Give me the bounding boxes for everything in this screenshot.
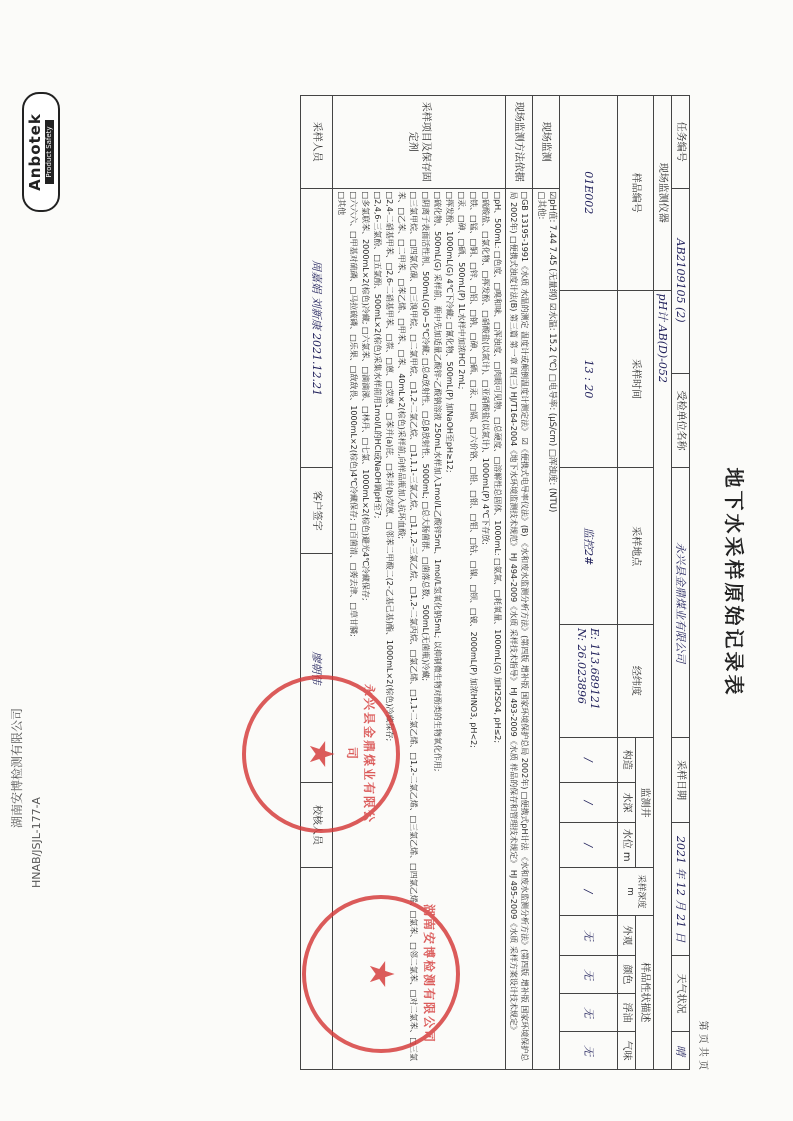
row-float: 无 xyxy=(560,993,618,1031)
client-label: 受检单位名称 xyxy=(672,373,690,468)
form-title: 地下水采样原始记录表 xyxy=(722,467,746,698)
task-no-label: 任务编号 xyxy=(672,96,690,189)
checker-label: 校核人员 xyxy=(301,782,333,867)
task-no-value: AB2109105 (2) xyxy=(672,188,690,373)
method-text: □GB 13195-1991《水质 水温的测定 温度计或颠倒温度计测定法》 ☑《便携式电导率仪法》(B) 《水和废水监测分析方法》(第四版 增补版 国家环境保护总局 2002年) □便携式pH计法 《水和废水监测分析方法》(第四版 增补版 国家环境保护总局 2002年) □便携式浊度计法(B) 第三篇 第一章 四(三) HJ/T164-2004《地下水环境监测技术规范》 HJ 494-2009《水质 采样技术指导》 HJ 493-2009《水质 样品的保存和管理技术规定》 HJ 495-2009《水质 采样方案设计技术规定》 xyxy=(506,188,533,1069)
row-sample-depth: / xyxy=(560,868,618,915)
form-code: HNAB/JSJL-177-A xyxy=(30,797,43,888)
item-line: □挥发酚、1000mL(G) 4℃下冷藏; □氰化物、500mL(P) 加NaOH至pH≥12; xyxy=(445,191,454,473)
method-row xyxy=(506,96,533,1070)
date-value: 2021 年 12 月 21 日 xyxy=(672,823,690,956)
item-line: □2,4-二硝基甲苯、□2,6-二硝基甲苯、□萘、□蒽、□荧蒽、□苯并(a)芘、□苯并(b)荧蒽、□邻苯二甲酸二(2-乙基己基)酯、1000mL×2(棕色)冷藏保存; xyxy=(385,191,394,742)
company-name: 湖南安博检测有限公司 xyxy=(10,707,24,828)
item-line: □阴离子表面活性剂、500mL(G)0~5℃冷藏; □总α放射性、□总β放射性、5000mL; □总大肠菌群、□菌落总数、500mL(无菌瓶)冷藏; xyxy=(421,191,430,682)
date-label: 采样日期 xyxy=(672,737,690,822)
client-sign-value: 廖朝伟 xyxy=(301,553,333,782)
instrument-row xyxy=(654,96,672,1070)
item-line: □pH、500mL: □色度、□嗅和味、□浑浊度、□肉眼可见物、□总硬度、□溶解性总固体、1000mL: □氨氮、□耗氧量、1000mL(G) 加H2SO4, pH≤2; xyxy=(493,191,502,744)
item-line: □六六六、□甲基对硫磷、□马拉硫磷、□乐果、□敌敌畏、1000mL×2(棕色)4℃冷藏保存; □百菌清、□莠去津、□草甘膦; xyxy=(349,191,358,637)
instrument-label: 现场监测仪器 xyxy=(654,96,672,291)
sampler-value xyxy=(301,188,333,468)
row-lng: E: 113.689121 xyxy=(588,628,602,710)
row-lat: N: 26.023896 xyxy=(575,628,589,704)
row-coords xyxy=(560,625,618,738)
col-color: 颜色 xyxy=(618,956,636,994)
item-line: □硫化物、500mL(G) 采样前、瓶中先加适量乙酸锌-乙酸钠溶液 250mL水样加入1mol/L乙酸锌5mL、1mol/L氢氧化钠5mL; 以抑制微生物对酚类的生物氧化作用; xyxy=(433,191,442,772)
field-monitoring-label: 现场监测 xyxy=(533,96,560,189)
col-water-depth: 水深 xyxy=(618,782,636,822)
company-logo xyxy=(22,96,53,212)
col-structure: 构造 xyxy=(618,737,636,782)
field-monitoring-line-2: □其他: xyxy=(536,191,546,220)
items-label: 采样项目及保存固定剂 xyxy=(333,96,506,189)
row-water-level: / xyxy=(560,823,618,868)
seal-star-icon: ★ xyxy=(361,958,401,990)
weather-label: 天气状况 xyxy=(672,956,690,1032)
item-line: □汞、□砷、□硒、500mL(P) 1L水样中加浓HCl 2mL; xyxy=(457,191,466,390)
field-monitoring-line-1: ☑pH值: 7.44 7.45 (无量纲) ☑水温: 15.2 (℃) □电导率: (μS/cm) □浑浊度: (NTU) xyxy=(547,191,557,513)
client-seal-text: 永兴县金鼎煤业有限公司 xyxy=(345,683,376,824)
method-label: 现场监测方法依据 xyxy=(506,96,533,189)
row-color: 无 xyxy=(560,956,618,994)
company-seal xyxy=(302,895,460,1053)
row-time: 13 : 20 xyxy=(560,290,618,468)
item-line: □多氯联苯、2000mL×2(棕色)冷藏; □六氯苯、□滴滴涕、□林丹、□七氯、1000mL×2(棕色)避光4℃冷藏保存; xyxy=(361,191,370,601)
instrument-value: pH计 AB(D)-052 xyxy=(654,290,672,1069)
row-water-depth: / xyxy=(560,782,618,822)
row-sample-no: 01E002 xyxy=(560,96,618,291)
sampling-form xyxy=(60,75,760,1090)
item-line: □其他 xyxy=(337,191,346,216)
col-smell: 气味 xyxy=(618,1031,636,1069)
col-traits: 样品性状描述 xyxy=(636,915,654,1069)
item-line: □铁、□锰、□铜、□锌、□铝、□钠、□砷、□硒、□汞、□镉、□六价铬、□铅、□银、□钼、□钴、□镍、□钡、□铍、2000mL(P) 加浓HNO3, pH<2; xyxy=(469,191,478,748)
col-float: 浮油 xyxy=(618,993,636,1031)
sampler-names: 周嘉娟 刘新康 xyxy=(310,260,323,330)
weather-value: 晴 xyxy=(672,1031,690,1069)
page-number: 第 页 共 页 xyxy=(697,1020,708,1070)
col-sample-depth: 采样深度 m xyxy=(618,868,654,915)
col-time: 采样时间 xyxy=(618,290,654,468)
sampler-date: 2021.12.21 xyxy=(310,333,323,396)
field-monitoring-row xyxy=(533,96,560,1070)
row-site: 监控2# xyxy=(560,468,618,625)
column-header-row-1 xyxy=(636,96,654,1070)
row-structure: / xyxy=(560,737,618,782)
col-well: 监测井 xyxy=(636,737,654,867)
item-line: □三氯甲烷、□四氯化碳、□三溴甲烷、□二氯甲烷、□1,2-二氯乙烷、□1,1,1-三氯乙烷、□1,1,2-三氯乙烷、□1,2-二氯丙烷、□氯乙烯、□1,1-二氯乙烯、□1,2-二氯乙烯、□三氯乙烯、□四氯乙烯、□氯苯、□邻二氯苯、□对二氯苯、□三氯苯、□乙苯、□二甲苯、□苯乙烯、□甲苯、□苯、40mL×2(棕色)采样前,向样品瓶加入抗坏血酸; xyxy=(397,191,418,1061)
col-coords: 经纬度 xyxy=(618,625,654,738)
col-water-level: 水位 m xyxy=(618,823,636,868)
client-sign-label: 客户签字 xyxy=(301,468,333,553)
row-smell: 无 xyxy=(560,1031,618,1069)
item-line: □2,4,6-三氯酚、□五氯酚、500mL×2(棕色)采集水样前用1mol/L的HCl或NaOH调pH至7; xyxy=(373,191,382,519)
seal-star-icon: ★ xyxy=(301,738,341,770)
field-monitoring-cell xyxy=(533,188,560,1069)
sampler-label: 采样人员 xyxy=(301,96,333,189)
item-line: □硫酸盐、□氯化物、□挥发酚、□硝酸盐(以氮计)、□亚硝酸盐(以氮计)、1000mL(P) 4℃下存放; xyxy=(481,191,490,545)
header-row xyxy=(672,96,690,1070)
row-appearance: 无 xyxy=(560,915,618,955)
col-sample-no: 样品编号 xyxy=(618,96,654,291)
client-seal xyxy=(242,675,400,833)
logo-main-text: Anbotek xyxy=(26,113,44,191)
logo-sub-text: Product Safety xyxy=(45,120,54,183)
col-site: 采样地点 xyxy=(618,468,654,625)
company-seal-text: 湖南安博检测有限公司 xyxy=(422,903,436,1044)
col-appearance: 外观 xyxy=(618,915,636,955)
table-row xyxy=(560,96,618,1070)
client-value: 永兴县金鼎煤业有限公司 xyxy=(672,468,690,737)
